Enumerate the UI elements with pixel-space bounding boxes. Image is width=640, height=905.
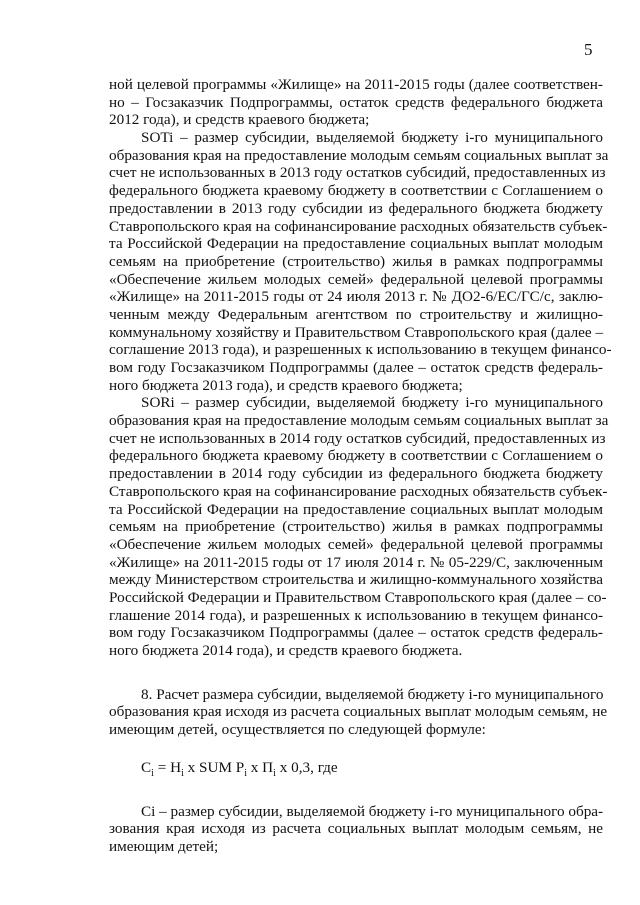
text-line: счет не использованных в 2014 году остатков субсидий, предоставленных из (109, 429, 606, 447)
text-line: семьям на приобретение (строительство) жилья в рамках подпрограммы (109, 518, 603, 536)
page-number: 5 (584, 40, 593, 59)
text-line: предоставлении в 2014 году субсидии из федерального бюджета бюджету (109, 465, 603, 483)
text-line: 2012 года), и средств краевого бюджета; (109, 111, 370, 129)
text-line: ченным между Федеральным агентством по строительству и жилищно- (109, 305, 603, 323)
text-line: Ставропольского края на софинансирование расходных обязательств субъек- (109, 482, 608, 500)
text-line: «Жилище» на 2011-2015 годы от 24 июля 2013 г. № ДО2-6/ЕС/ГС/с, заклю- (109, 288, 603, 306)
text-line: образования края на предоставление молодым семьям социальных выплат за (109, 412, 609, 430)
formula-sub-c: i (151, 767, 154, 779)
paragraph-section-8 (109, 685, 608, 739)
text-line: та Российской Федерации на предоставление социальных выплат молодым (109, 500, 603, 518)
text-line: Российской Федерации и Правительством Ставропольского края (далее – со- (109, 588, 607, 606)
text-line: семьям на приобретение (строительство) жилья в рамках подпрограммы (109, 252, 603, 270)
text-line: вом году Госзаказчиком Подпрограммы (далее – остаток средств федераль- (109, 624, 603, 642)
text-line: Ci – размер субсидии, выделяемой бюджету i-го муниципального обра- (141, 802, 604, 820)
text-line: Ставропольского края на софинансирование расходных обязательств субъек- (109, 217, 608, 235)
formula-sub-h: i (181, 767, 184, 779)
formula-sum-p: x SUM P (183, 758, 245, 776)
text-line: зования края исходя из расчета социальных выплат молодым семьям, не (109, 820, 603, 838)
text-line: «Обеспечение жильем молодых семей» федеральной целевой программы (109, 535, 603, 553)
text-line: федерального бюджета краевому бюджету в соответствии с Соглашением о (109, 182, 603, 200)
text-line: но – Госзаказчик Подпрограммы, остаток средств федерального бюджета (109, 93, 603, 111)
paragraph-sot-sor (109, 76, 612, 660)
body-text (109, 76, 612, 856)
text-line: предоставлении в 2013 году субсидии из федерального бюджета бюджету (109, 199, 603, 217)
text-line: «Обеспечение жильем молодых семей» федеральной целевой программы (109, 270, 603, 288)
text-line: глашение 2014 года), и разрешенных к использованию в текущем финансо- (109, 606, 603, 624)
text-line: ного бюджета 2014 года), и средств краевого бюджета. (109, 642, 463, 659)
formula-sub-pi: i (273, 767, 276, 779)
text-line: SOTi – размер субсидии, выделяемой бюджету i-го муниципального (141, 129, 603, 147)
text-line: SORi – размер субсидии, выделяемой бюджету i-го муниципального (141, 394, 603, 412)
paragraph-ci-definition (109, 803, 603, 856)
text-line: образования края исходя из расчета социальных выплат молодым семьям, не (109, 703, 608, 721)
formula-h: = H (153, 758, 182, 776)
section-gap (109, 660, 603, 686)
formula-sub-p: i (244, 767, 247, 779)
text-line: имеющим детей; (109, 838, 219, 856)
text-line: ного бюджета 2013 года), и средств краевого бюджета; (109, 376, 463, 394)
text-line: 8. Расчет размера субсидии, выделяемой бюджету i-го муниципального (141, 685, 604, 703)
formula-c: C (141, 758, 152, 776)
formula-tail: x 0,3, где (275, 758, 338, 776)
subsidy-formula (109, 759, 603, 777)
text-line: соглашение 2013 года), и разрешенных к использованию в текущем финансо- (109, 341, 612, 359)
text-line: между Министерством строительства и жилищно-коммунального хозяйства (109, 571, 603, 589)
text-line: коммунальному хозяйству и Правительством Ставропольского края (далее – (109, 323, 604, 341)
text-line: образования края на предоставление молодым семьям социальных выплат за (109, 146, 609, 164)
text-line: вом году Госзаказчиком Подпрограммы (далее – остаток средств федераль- (109, 359, 603, 376)
text-line: счет не использованных в 2013 году остатков субсидий, предоставленных из (109, 164, 606, 182)
text-line: ной целевой программы «Жилище» на 2011-2015 годы (далее соответствен- (109, 76, 603, 93)
text-line: та Российской Федерации на предоставление социальных выплат молодым (109, 235, 603, 253)
text-line: федерального бюджета краевому бюджету в соответствии с Соглашением о (109, 447, 603, 465)
formula-pi: x П (246, 758, 274, 776)
text-line: «Жилище» на 2011-2015 годы от 17 июля 2014 г. № 05-229/С, заключенным (109, 553, 603, 571)
text-line: имеющим детей, осуществляется по следующей формуле: (109, 721, 486, 739)
